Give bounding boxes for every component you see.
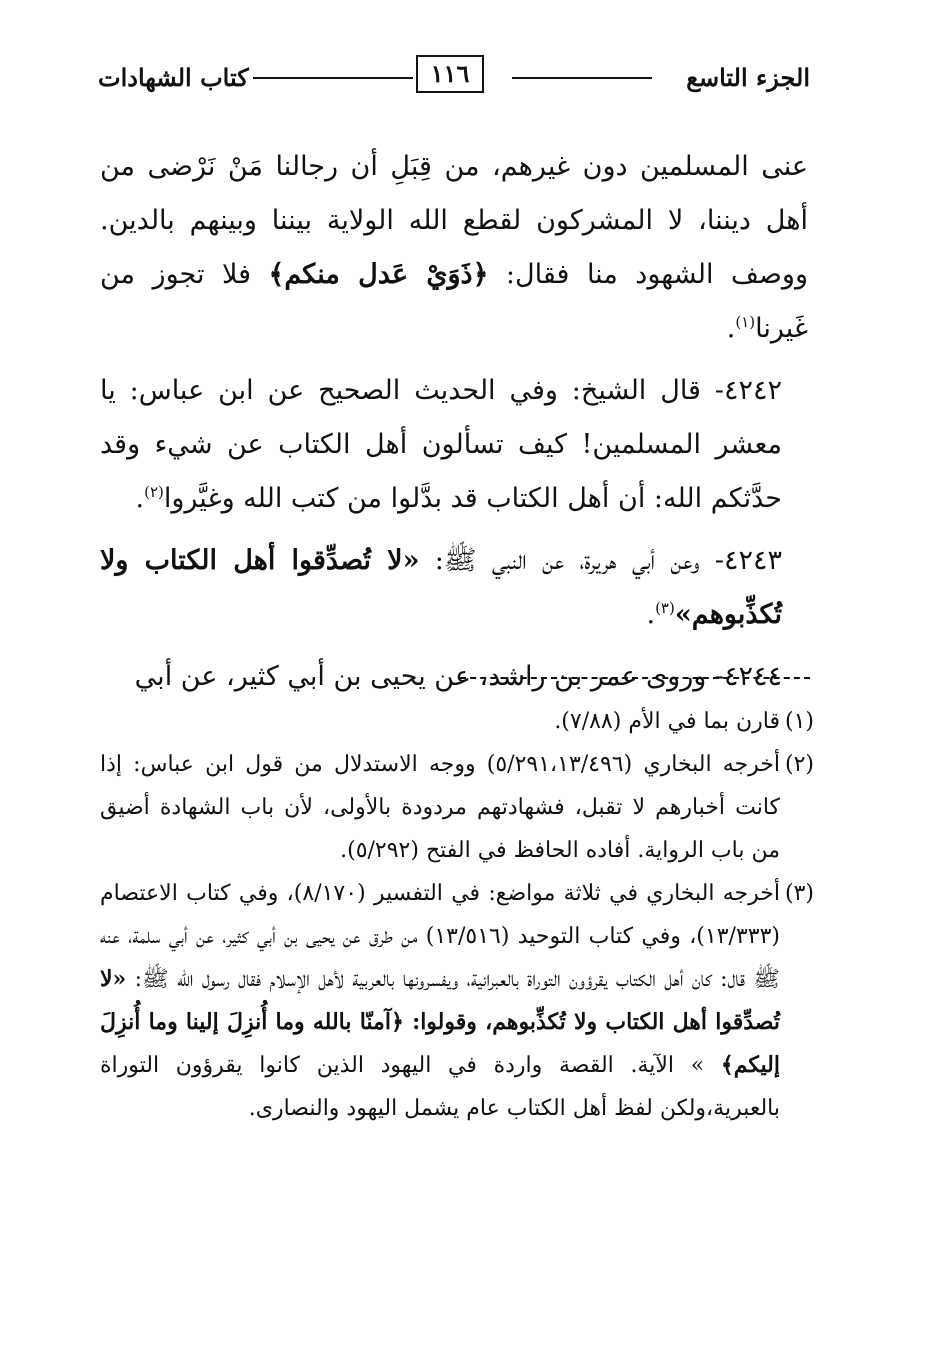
paragraph-4243-text: ٤٢٤٣- وعن أبي هريرة، عن النبي ﷺ: <box>419 545 782 576</box>
footnotes <box>100 700 814 1130</box>
paragraph-4243-end: . <box>646 599 656 630</box>
header-rule-right <box>512 77 652 79</box>
footnote-ref-2[interactable]: (٢) <box>144 483 164 501</box>
paragraph-1-text: عنى المسلمين دون غيرهم، من قِبَلِ أن رجالنا مَنْ نَرْضى من أهل ديننا، لا المشركون لقطع الله الولاية بيننا وبينهم بالدين. ووصف الشهود منا فقال: <box>100 151 808 290</box>
footnote-number: (٢) <box>784 752 814 777</box>
paragraph-4243 <box>100 534 808 642</box>
footnote-3-text-b: » الآية. القصة واردة في اليهود الذين كانوا يقرؤون التوراة بالعبرية،ولكن لفظ أهل الكتاب عام يشمل اليهود والنصارى. <box>100 1053 780 1121</box>
footnote-number: (١) <box>784 709 814 734</box>
footnote-1 <box>100 700 814 743</box>
hadith-quote: «لا تُصدِّقوا أهل الكتاب ولا تُكذِّبوهم» <box>100 545 782 630</box>
paragraph-4242-text: ٤٢٤٢- قال الشيخ: وفي الحديث الصحيح عن ابن عباس: يا معشر المسلمين! كيف تسألون أهل الكتاب عن شيء وقد حدَّثكم الله: أن أهل الكتاب قد بدَّلوا من كتب الله وغيَّروا <box>100 375 782 514</box>
page-number: ١١٦ <box>416 55 484 93</box>
book-title: كتاب الشهادات <box>98 63 249 92</box>
footnote-ref-1[interactable]: (١) <box>735 313 756 331</box>
paragraph-4244-text: ٤٢٤٤- وروى عمر بن راشد، عن يحيى بن أبي كثير، عن أبي <box>134 661 782 692</box>
paragraph-1-end: . <box>726 313 736 344</box>
footnote-3-quote: «لا تُصدِّقوا أهل الكتاب ولا تُكذِّبوهم، وقولوا: ﴿آمنّا بالله وما أُنزِلَ إلينا وما أُنزِلَ إليكم﴾ <box>100 966 780 1078</box>
footnote-divider <box>460 677 810 679</box>
footnote-text <box>100 872 780 1130</box>
footnote-2 <box>100 743 814 872</box>
footnote-text: أخرجه البخاري (٥/٢٩١،١٣/٤٩٦) ووجه الاستدلال من قول ابن عباس: إذا كانت أخبارهم لا تقبل، فشهادتهم مردودة بالأولى، لأن باب الشهادة أضيق من باب الرواية. أفاده الحافظ في الفتح (٥/٢٩٢). <box>100 752 780 863</box>
part-title: الجزء التاسع <box>686 63 810 92</box>
footnote-ref-3[interactable]: (٣) <box>655 599 675 617</box>
paragraph-1-tail: فلا تجوز من غَيرنا <box>100 259 808 344</box>
quran-quote: ﴿ذَوَيْ عَدل منكم﴾ <box>268 259 489 290</box>
header-rule-left <box>253 77 413 79</box>
page-header <box>98 55 810 105</box>
footnote-3 <box>100 872 814 1130</box>
footnote-3-text-a: أخرجه البخاري في ثلاثة مواضع: في التفسير (٨/١٧٠)، وفي كتاب الاعتصام (١٣/٣٣٣)، وفي كتاب التوحيد (١٣/٥١٦) من طرق عن يحيى بن أبي كثير، عن أبي سلمة، عنه ﷺ قال: كان أهل الكتاب يقرؤون التوراة بالعبرانية، ويفسرونها بالعربية لأهل الإسلام فقال رسول الله ﷺ: <box>100 881 780 992</box>
paragraph-4242-end: . <box>135 483 145 514</box>
footnote-number: (٣) <box>784 881 814 906</box>
paragraph-1 <box>100 140 808 356</box>
main-text <box>100 140 808 712</box>
paragraph-4242 <box>100 364 808 526</box>
footnote-text: قارن بما في الأم (٧/٨٨). <box>554 709 780 734</box>
